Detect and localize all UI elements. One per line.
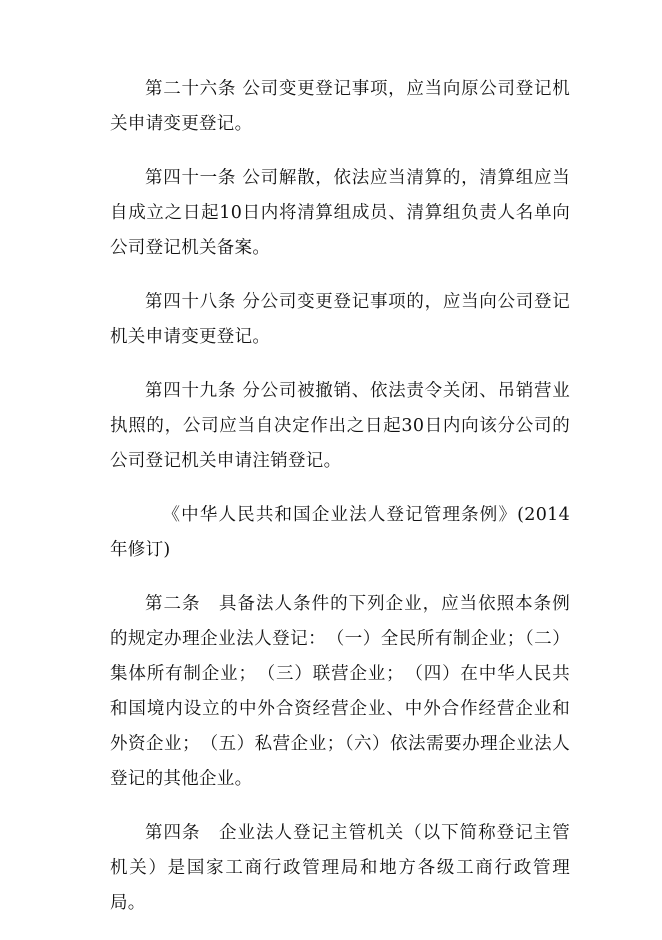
article-26-paragraph: 第二十六条 公司变更登记事项，应当向原公司登记机关申请变更登记。	[110, 79, 570, 134]
article-48-paragraph: 第四十八条 分公司变更登记事项的，应当向公司登记机关申请变更登记。	[110, 292, 570, 347]
article-4-paragraph: 第四条 企业法人登记主管机关（以下简称登记主管机关）是国家工商行政管理局和地方各级工商行政管理局。	[110, 823, 570, 913]
article-41-paragraph: 第四十一条 公司解散，依法应当清算的，清算组应当自成立之日起10日内将清算组成员、清算组负责人名单向公司登记机关备案。	[110, 168, 570, 258]
article-49-paragraph: 第四十九条 分公司被撤销、依法责令关闭、吊销营业执照的，公司应当自决定作出之日起30日内向该分公司的公司登记机关申请注销登记。	[110, 381, 570, 471]
regulation-title-paragraph: 《中华人民共和国企业法人登记管理条例》(2014年修订)	[110, 505, 570, 560]
document-page	[110, 72, 570, 940]
article-2-paragraph: 第二条 具备法人条件的下列企业，应当依照本条例的规定办理企业法人登记： （一）全民所有制企业；（二）集体所有制企业； （三）联营企业； （四）在中华人民共和国境内设立的中外合资经营企业、中外合作经营企业和外资企业； （五）私营企业；（六）依法需要办理企业法人登记的其他企业。	[110, 594, 570, 789]
